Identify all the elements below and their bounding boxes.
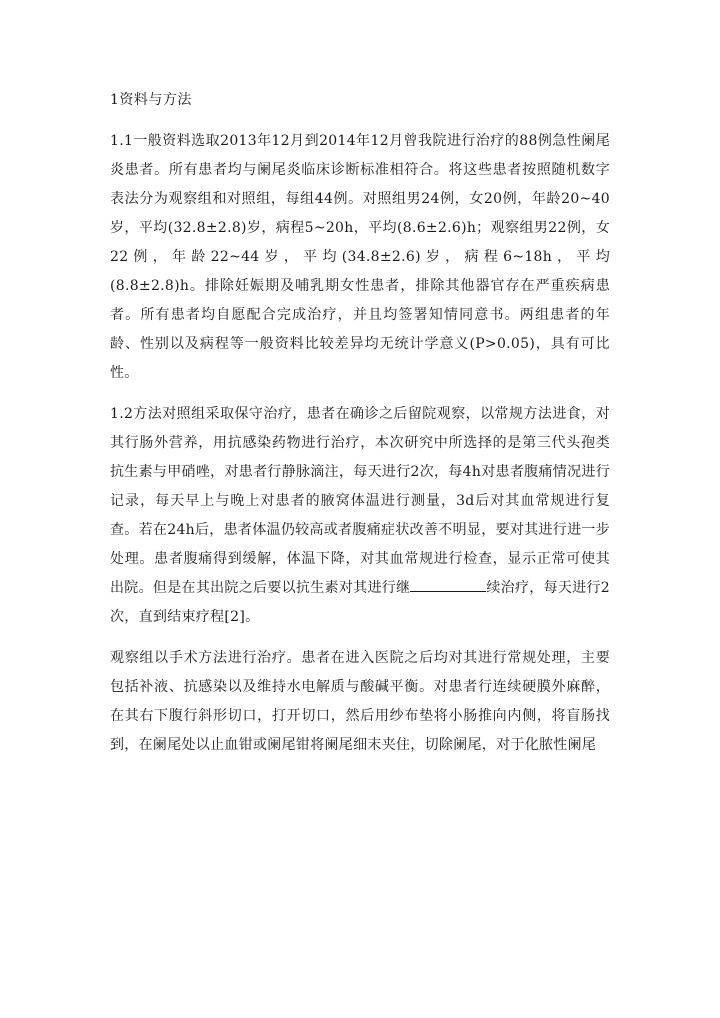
paragraph-observation-group: 观察组以手术方法进行治疗。患者在进入医院之后均对其进行常规处理，主要包括补液、抗感染以及维持水电解质与酸碱平衡。对患者行连续硬膜外麻醉，在其右下腹行斜形切口，打开切口，然后用纱布垫将小肠推向内侧，将盲肠找到，在阑尾处以止血钳或阑尾钳将阑尾细末夹住，切除阑尾，对于化脓性阑尾 bbox=[110, 650, 610, 753]
methods-text-after-blank: 续治疗，每天进行2次，直到结束疗程[2]。 bbox=[110, 580, 610, 625]
methods-text-before-blank: 1.2方法对照组采取保守治疗，患者在确诊之后留院观察，以常规方法进食，对其行肠外营养，用抗感染药物进行治疗，本次研究中所选择的是第三代头孢类抗生素与甲硝唑，对患者行静脉滴注，每天进行2次，每4h对患者腹痛情况进行记录，每天早上与晚上对患者的腋窝体温进行测量，3d后对其血常规进行复查。若在24h后，患者体温仍较高或者腹痛症状改善不明显，要对其进行进一步处理。患者腹痛得到缓解，体温下降，对其血常规进行检查，显示正常可使其出院。但是在其出院之后要以抗生素对其进行继 bbox=[110, 406, 610, 596]
paragraph-methods bbox=[110, 400, 610, 632]
document-body bbox=[110, 86, 610, 772]
paragraph-general-data: 1.1一般资料选取2013年12月到2014年12月曾我院进行治疗的88例急性阑尾炎患者。所有患者均与阑尾炎临床诊断标准相符合。将这些患者按照随机数字表法分为观察组和对照组，每组44例。对照组男24例，女20例，年龄20~40岁，平均(32.8±2.8)岁，病程5~20h，平均(8.6±2.6)h；观察组男22例，女22例，年龄22~44岁，平均(34.8±2.6)岁，病程6~18h，平均(8.8±2.8)h。排除妊娠期及哺乳期女性患者，排除其他器官存在严重疾病患者。所有患者均自愿配合完成治疗，并且均签署知情同意书。两组患者的年龄、性别以及病程等一般资料比较差异均无统计学意义(P>0.05)，具有可比性。 bbox=[110, 133, 610, 381]
section-title: 1资料与方法 bbox=[110, 92, 192, 108]
fill-in-blank-line bbox=[410, 579, 486, 592]
